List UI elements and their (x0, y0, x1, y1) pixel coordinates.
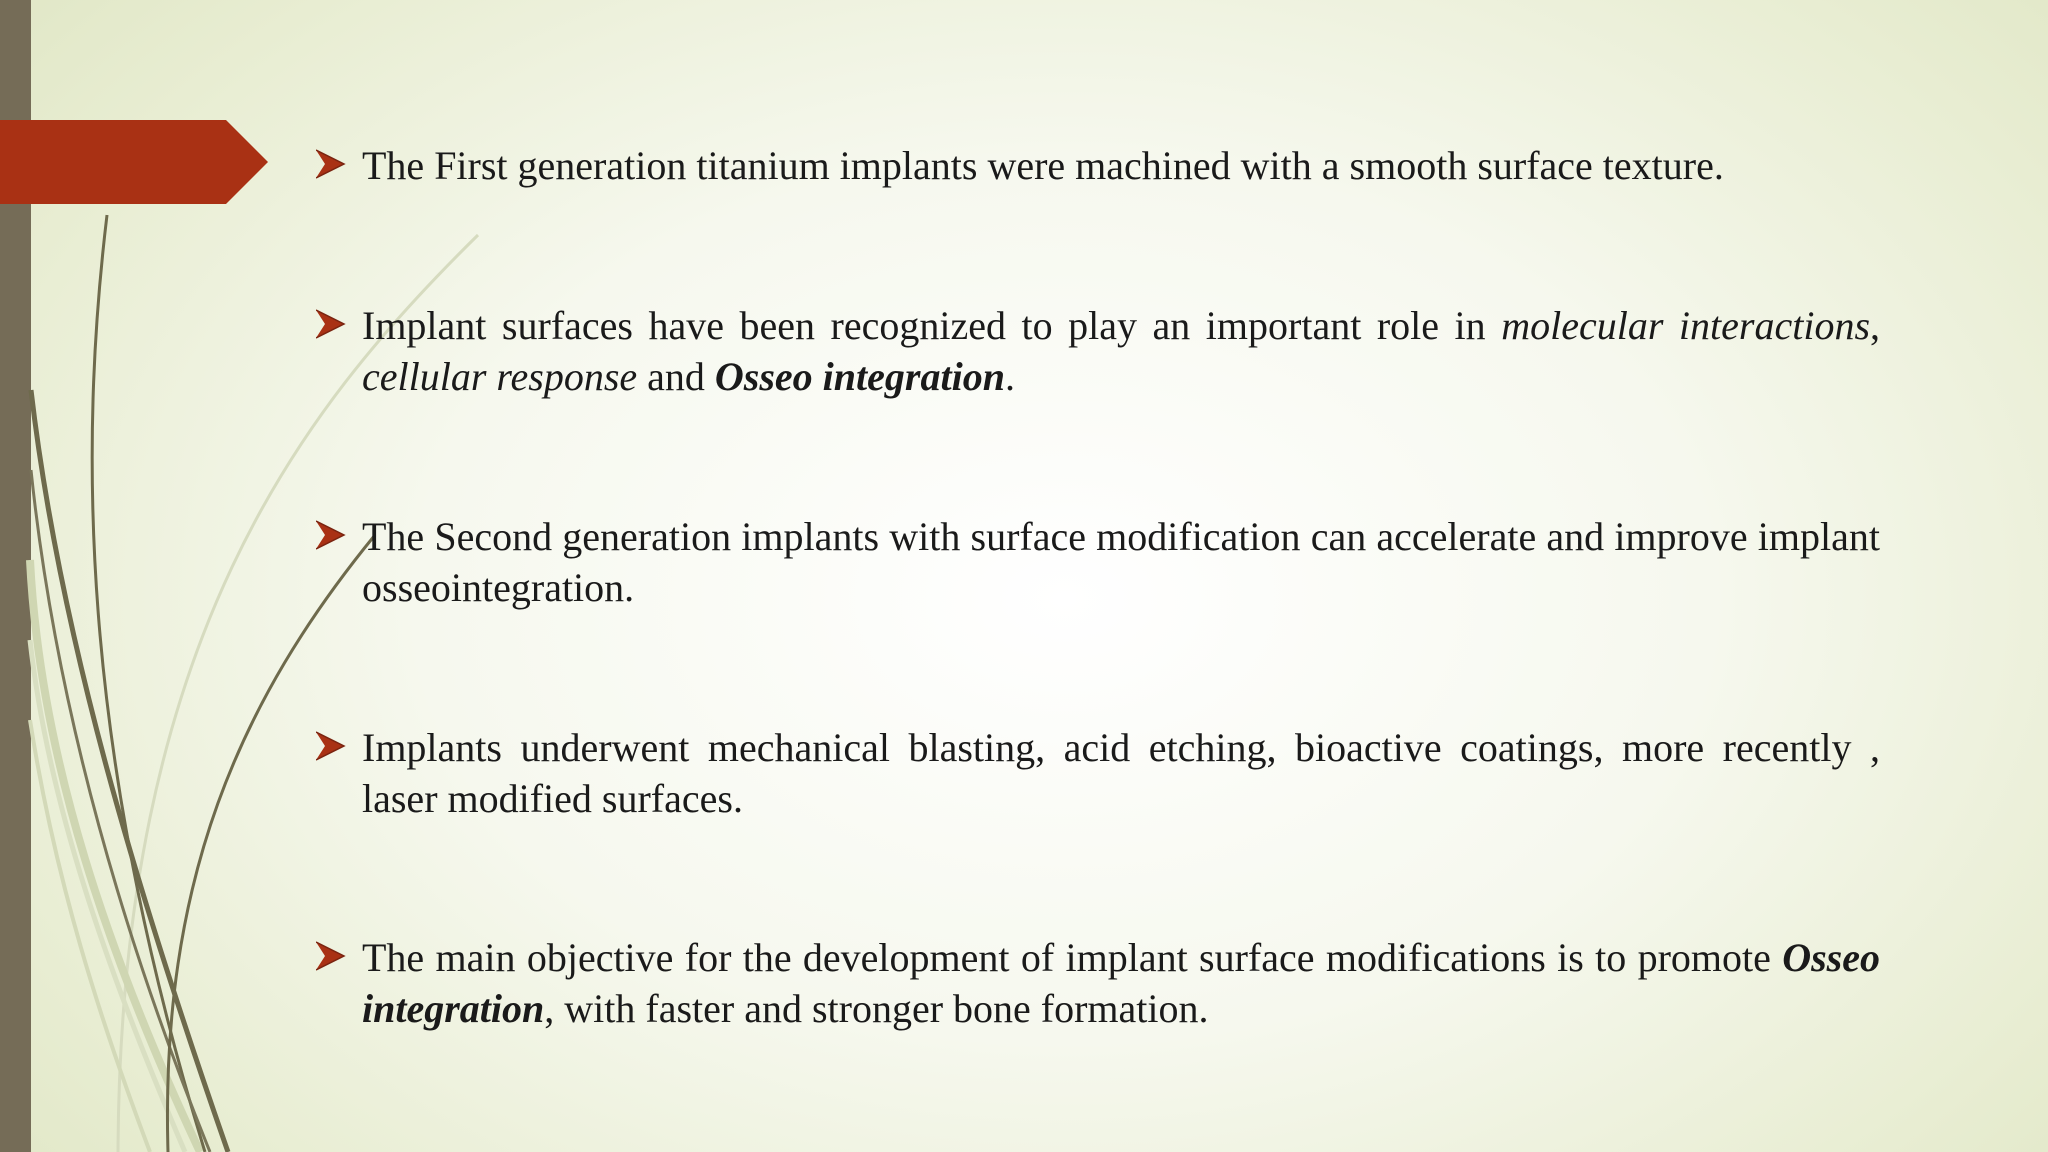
bullet-item (316, 300, 1880, 402)
text-run: Implant surfaces have been recognized to play an important role in (362, 303, 1502, 348)
accent-tab-shape (0, 120, 268, 204)
bullet-text (362, 932, 1880, 1034)
arrowhead-bullet-icon (316, 938, 362, 978)
title-accent-tab (0, 120, 268, 204)
bullet-item (316, 511, 1880, 613)
bullet-item (316, 140, 1880, 191)
text-run: . (1004, 354, 1015, 399)
arrowhead-bullet-icon (316, 306, 362, 346)
arrowhead-bullet-icon (316, 517, 362, 557)
text-run: and (637, 354, 715, 399)
text-run: , (1870, 303, 1881, 348)
text-run: The main objective for the development of implant surface modifications is to promote (362, 935, 1783, 980)
text-run: The Second generation implants with surface modification can accelerate and improve implant osseointegration. (362, 514, 1880, 610)
bold-italic-text-run: Osseo integration (362, 935, 1880, 1031)
bullet-text (362, 300, 1880, 402)
arrowhead-bullet-icon (316, 146, 362, 186)
italic-text-run: molecular interactions (1501, 303, 1871, 348)
arrowhead-bullet-icon (316, 728, 362, 768)
bullet-item (316, 722, 1880, 824)
bullet-item (316, 932, 1880, 1034)
bold-italic-text-run: Osseo integration (714, 354, 1005, 399)
bullet-text (362, 722, 1880, 824)
text-run: Implants underwent mechanical blasting, acid etching, bioactive coatings, more recently , laser modified surfaces. (362, 725, 1880, 821)
bullet-text (362, 511, 1880, 613)
text-run: The First generation titanium implants were machined with a smooth surface texture. (362, 143, 1724, 188)
italic-text-run: cellular response (362, 354, 638, 399)
bullet-text (362, 140, 1880, 191)
text-run: , with faster and stronger bone formation. (544, 986, 1209, 1031)
